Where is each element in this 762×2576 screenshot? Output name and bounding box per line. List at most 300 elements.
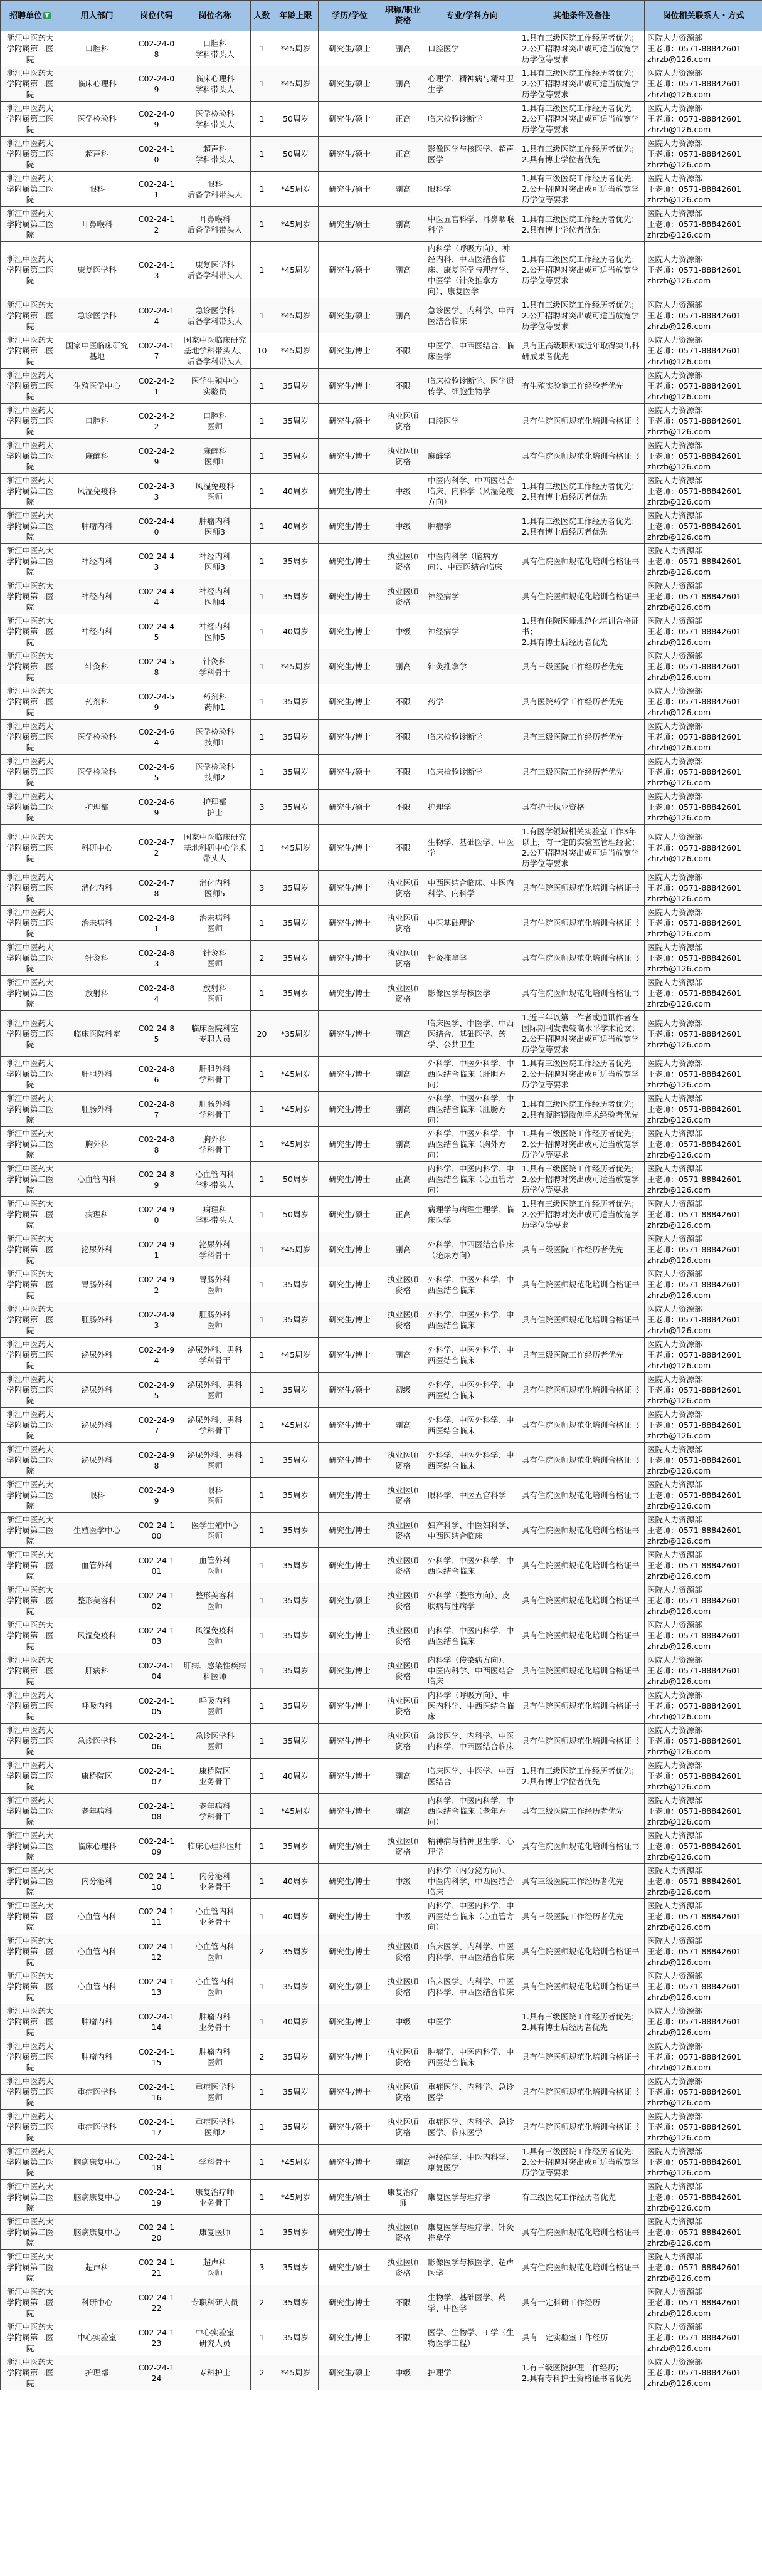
table-cell: 专职科研人员 (179, 2285, 251, 2320)
table-cell: 心血管内科 (60, 1899, 134, 1934)
table-cell: 10 (251, 333, 273, 369)
table-cell: 康复医师 (179, 2215, 251, 2250)
table-cell: 生物学、基础医学、药学、中医学 (425, 2285, 519, 2320)
table-cell: 外科学、中医外科学、中西医结合临床（肝胆方向） (425, 1057, 519, 1092)
table-cell: 医院人力资源部 王老师：0571-88842601 zhrzb@126.com (645, 941, 762, 976)
table-cell: 具有三级医院工作经历者优先 (519, 1338, 645, 1373)
table-cell: 执业医师资格 (381, 1267, 425, 1302)
table-row (1, 1829, 762, 1864)
column-header[interactable] (425, 1, 519, 31)
table-cell: 副高 (381, 172, 425, 207)
table-cell: 浙江中医药大学附属第二医院 (1, 1092, 60, 1127)
table-cell: 肿瘤内科 (60, 509, 134, 544)
table-cell: C02-24-58 (134, 649, 179, 684)
table-cell: C02-24-107 (134, 1759, 179, 1794)
table-cell: C02-24-81 (134, 906, 179, 941)
table-cell: 浙江中医药大学附属第二医院 (1, 2320, 60, 2355)
table-cell: 不限 (381, 2285, 425, 2320)
table-cell: *45周岁 (273, 1338, 319, 1373)
table-cell: 1 (251, 137, 273, 172)
table-cell: 中医学、中西医结合、临床医学 (425, 333, 519, 369)
table-cell: 1.具有三级医院工作经历者优先； 2.具有博士后经历者优先 (519, 2004, 645, 2039)
table-cell: 消化内科 医师5 (179, 871, 251, 906)
table-cell: 护理学 (425, 2355, 519, 2390)
table-cell: 国家中医临床研究基地科研中心学术带头人 (179, 825, 251, 871)
table-cell: 35周岁 (273, 579, 319, 614)
table-cell: 研究生/博士 (319, 871, 381, 906)
table-cell: C02-24-102 (134, 1583, 179, 1618)
table-cell: 35周岁 (273, 2250, 319, 2285)
table-row (1, 614, 762, 649)
table-row (1, 1899, 762, 1934)
table-cell: 50周岁 (273, 102, 319, 137)
table-cell: 研究生/博士 (319, 649, 381, 684)
table-cell: 具有住院医师规范化培训合格证书 (519, 2250, 645, 2285)
table-cell: 具有住院医师规范化培训合格证书 (519, 1969, 645, 2004)
table-cell: C02-24-100 (134, 1513, 179, 1548)
table-cell: 医院人力资源部 王老师：0571-88842601 zhrzb@126.com (645, 614, 762, 649)
table-cell: 具有住院医师规范化培训合格证书 (519, 2039, 645, 2075)
table-cell: 学科骨干 (179, 2145, 251, 2180)
table-cell: 病理学与病理生理学、临床医学 (425, 1197, 519, 1232)
table-cell: 1 (251, 1302, 273, 1338)
table-cell: 浙江中医药大学附属第二医院 (1, 1232, 60, 1267)
table-row (1, 1408, 762, 1443)
table-cell: *45周岁 (273, 1794, 319, 1829)
column-header-label: 招聘单位 (9, 11, 42, 21)
table-cell: 浙江中医药大学附属第二医院 (1, 941, 60, 976)
table-cell: 正高 (381, 1162, 425, 1197)
table-cell: *45周岁 (273, 1232, 319, 1267)
table-cell: C02-24-89 (134, 1162, 179, 1197)
table-cell: 研究生/硕士 (319, 1197, 381, 1232)
table-cell: 35周岁 (273, 544, 319, 579)
table-cell: C02-24-78 (134, 871, 179, 906)
table-cell: 研究生/博士 (319, 1653, 381, 1689)
table-cell: 麻醉学 (425, 439, 519, 474)
table-cell: 执业医师资格 (381, 2250, 425, 2285)
table-cell: C02-24-09 (134, 66, 179, 102)
table-cell: 研究生/博士 (319, 1934, 381, 1969)
table-cell: 具有一定实验室工作经历 (519, 2320, 645, 2355)
table-cell: 具有住院医师规范化培训合格证书 (519, 941, 645, 976)
table-cell: 1.有三级医院护理工作经历； 2.具有专科护士资格证书者优先 (519, 2355, 645, 2390)
table-cell: C02-24-13 (134, 242, 179, 298)
table-cell: 医院人力资源部 王老师：0571-88842601 zhrzb@126.com (645, 369, 762, 404)
table-row (1, 1759, 762, 1794)
table-cell: 临床心理科医师 (179, 1829, 251, 1864)
table-cell: 1 (251, 404, 273, 439)
table-cell: 研究生/硕士 (319, 755, 381, 790)
table-cell: 35周岁 (273, 369, 319, 404)
table-cell: 生殖医学中心 (60, 369, 134, 404)
table-cell: 临床医学、中医学、中西医结合 (425, 1759, 519, 1794)
table-cell: 1 (251, 1724, 273, 1759)
table-cell: 针灸科 学科骨干 (179, 649, 251, 684)
table-body (1, 31, 762, 2390)
table-cell: 执业医师资格 (381, 2039, 425, 2075)
table-cell: 执业医师资格 (381, 941, 425, 976)
table-cell: 重症医学、内科学、急诊医学 (425, 2075, 519, 2110)
table-cell: C02-24-120 (134, 2215, 179, 2250)
table-cell: 具有住院医师规范化培训合格证书 (519, 1618, 645, 1653)
table-cell: 研究生/硕士 (319, 404, 381, 439)
table-cell: 医院人力资源部 王老师：0571-88842601 zhrzb@126.com (645, 1724, 762, 1759)
table-cell: 1.具有三级医院工作经历者优先； 2.具有博士后经历者优先 (519, 509, 645, 544)
table-cell: 浙江中医药大学附属第二医院 (1, 1057, 60, 1092)
table-cell: 脑病康复中心 (60, 2215, 134, 2250)
table-cell: C02-24-65 (134, 755, 179, 790)
table-cell: 2 (251, 2039, 273, 2075)
table-cell: *45周岁 (273, 825, 319, 871)
table-cell: 浙江中医药大学附属第二医院 (1, 369, 60, 404)
table-cell: 具有三级医院工作经历者优先 (519, 1232, 645, 1267)
table-cell: 具有住院医师规范化培训合格证书 (519, 1583, 645, 1618)
table-cell: 心血管内科 学科带头人 (179, 1162, 251, 1197)
column-header[interactable] (179, 1, 251, 31)
table-cell: 中心实验室 (60, 2320, 134, 2355)
table-cell: 泌尿外科 (60, 1373, 134, 1408)
table-cell: 研究生/博士 (319, 976, 381, 1011)
table-cell: 医院人力资源部 王老师：0571-88842601 zhrzb@126.com (645, 66, 762, 102)
table-cell: 肛肠外科 学科骨干 (179, 1092, 251, 1127)
table-cell: 执业医师资格 (381, 1513, 425, 1548)
table-cell: 浙江中医药大学附属第二医院 (1, 1794, 60, 1829)
table-cell: 浙江中医药大学附属第二医院 (1, 1759, 60, 1794)
table-cell: 浙江中医药大学附属第二医院 (1, 1478, 60, 1513)
table-cell: 35周岁 (273, 1373, 319, 1408)
table-cell: 医院人力资源部 王老师：0571-88842601 zhrzb@126.com (645, 544, 762, 579)
table-cell: 放射科 医师 (179, 976, 251, 1011)
table-cell: 具有住院医师规范化培训合格证书 (519, 1689, 645, 1724)
column-header[interactable] (273, 1, 319, 31)
table-cell: 眼科 医师 (179, 1478, 251, 1513)
table-row (1, 1583, 762, 1618)
table-cell: 1 (251, 474, 273, 509)
table-cell: 医院人力资源部 王老师：0571-88842601 zhrzb@126.com (645, 1864, 762, 1899)
table-cell: 肛肠外科 (60, 1302, 134, 1338)
column-header[interactable] (645, 1, 762, 31)
table-cell: 研究生/硕士 (319, 1969, 381, 2004)
table-cell: 医院人力资源部 王老师：0571-88842601 zhrzb@126.com (645, 976, 762, 1011)
table-row (1, 2320, 762, 2355)
table-cell: C02-24-21 (134, 369, 179, 404)
table-cell: 执业医师资格 (381, 1443, 425, 1478)
table-cell: 研究生/博士 (319, 1513, 381, 1548)
table-cell: 医院人力资源部 王老师：0571-88842601 zhrzb@126.com (645, 1583, 762, 1618)
table-cell: 具有住院医师规范化培训合格证书 (519, 404, 645, 439)
table-cell: 病理科 学科带头人 (179, 1197, 251, 1232)
table-cell: 外科学（整形方向）、皮肤病与性病学 (425, 1583, 519, 1618)
table-cell: 研究生/硕士 (319, 298, 381, 333)
table-cell: C02-24-105 (134, 1689, 179, 1724)
table-cell: 针灸推拿学 (425, 941, 519, 976)
table-cell: 研究生/博士 (319, 1408, 381, 1443)
table-cell: 具有一定科研工作经历 (519, 2285, 645, 2320)
table-cell: C02-24-29 (134, 439, 179, 474)
table-cell: 影像医学与核医学、超声医学 (425, 137, 519, 172)
table-cell: 康复医学科 (60, 242, 134, 298)
table-cell: C02-24-33 (134, 474, 179, 509)
table-cell: 1.具有三级医院工作经历者优先； 2.公开招聘对突出或可适当放宽学历学位等要求 (519, 1127, 645, 1162)
column-header[interactable] (251, 1, 273, 31)
column-header-label: 岗位相关联系人・方式 (662, 11, 744, 21)
table-cell: 浙江中医药大学附属第二医院 (1, 2355, 60, 2390)
table-cell: C02-24-09 (134, 102, 179, 137)
table-cell: *45周岁 (273, 2180, 319, 2215)
column-header[interactable] (519, 1, 645, 31)
table-cell: 医院人力资源部 王老师：0571-88842601 zhrzb@126.com (645, 137, 762, 172)
table-row (1, 579, 762, 614)
table-cell: 35周岁 (273, 906, 319, 941)
table-cell: 浙江中医药大学附属第二医院 (1, 1162, 60, 1197)
table-cell: 眼科学、中医五官科学 (425, 1478, 519, 1513)
table-cell: C02-24-103 (134, 1618, 179, 1653)
table-cell: 医院人力资源部 王老师：0571-88842601 zhrzb@126.com (645, 649, 762, 684)
table-cell: 研究生/博士 (319, 1127, 381, 1162)
table-cell: 医院人力资源部 王老师：0571-88842601 zhrzb@126.com (645, 1267, 762, 1302)
table-cell: 研究生/博士 (319, 1478, 381, 1513)
table-cell: 浙江中医药大学附属第二医院 (1, 1829, 60, 1864)
table-cell: 1 (251, 1653, 273, 1689)
table-cell: 执业医师资格 (381, 1302, 425, 1338)
table-cell: 医院人力资源部 王老师：0571-88842601 zhrzb@126.com (645, 790, 762, 825)
table-cell: 1 (251, 1197, 273, 1232)
table-cell: 口腔医学 (425, 31, 519, 66)
table-cell: 肿瘤内科 (60, 2004, 134, 2039)
table-cell: 眼科 后备学科带头人 (179, 172, 251, 207)
table-cell: 临床心理科 学科带头人 (179, 66, 251, 102)
table-cell: 口腔科 (60, 404, 134, 439)
table-cell: 呼吸内科 医师 (179, 1689, 251, 1724)
table-cell: 医院人力资源部 王老师：0571-88842601 zhrzb@126.com (645, 2285, 762, 2320)
table-row (1, 298, 762, 333)
table-cell: 浙江中医药大学附属第二医院 (1, 2145, 60, 2180)
table-cell: 外科学、中医外科学、中西医结合临床 (425, 1443, 519, 1478)
table-cell: 神经内科 (60, 614, 134, 649)
table-cell: 浙江中医药大学附属第二医院 (1, 976, 60, 1011)
table-cell: 研究生/博士 (319, 1759, 381, 1794)
table-cell: 研究生/博士 (319, 439, 381, 474)
table-cell: 研究生/硕士 (319, 2110, 381, 2145)
table-cell: 研究生/博士 (319, 941, 381, 976)
table-cell: 研究生/博士 (319, 2075, 381, 2110)
table-cell: 康桥院区 业务骨干 (179, 1759, 251, 1794)
table-cell: 临床医院科室 专职人员 (179, 1011, 251, 1057)
table-cell: 医院人力资源部 王老师：0571-88842601 zhrzb@126.com (645, 1513, 762, 1548)
table-row (1, 137, 762, 172)
table-cell: 初级 (381, 1373, 425, 1408)
table-cell: 心血管内科 (60, 1969, 134, 2004)
table-cell: 研究生/博士 (319, 1267, 381, 1302)
table-cell: C02-24-90 (134, 1197, 179, 1232)
table-cell: 执业医师资格 (381, 976, 425, 1011)
table-row (1, 976, 762, 1011)
table-cell: 具有住院医师规范化培训合格证书 (519, 1302, 645, 1338)
table-row (1, 31, 762, 66)
table-cell: 研究生/硕士 (319, 2180, 381, 2215)
table-cell: 浙江中医药大学附属第二医院 (1, 172, 60, 207)
table-cell: 1 (251, 1969, 273, 2004)
table-cell: 医院人力资源部 王老师：0571-88842601 zhrzb@126.com (645, 2004, 762, 2039)
table-cell: 药剂科 药师1 (179, 684, 251, 720)
table-cell: 医院人力资源部 王老师：0571-88842601 zhrzb@126.com (645, 825, 762, 871)
table-row (1, 720, 762, 755)
table-cell: 研究生/博士 (319, 474, 381, 509)
table-row (1, 1724, 762, 1759)
table-cell: 医院人力资源部 王老师：0571-88842601 zhrzb@126.com (645, 2320, 762, 2355)
table-cell: 妇产科学、中医妇科学、中西医结合临床 (425, 1513, 519, 1548)
table-cell: 35周岁 (273, 2110, 319, 2145)
table-cell: 研究生/硕士 (319, 102, 381, 137)
table-cell: 1 (251, 976, 273, 1011)
table-cell: 医院人力资源部 王老师：0571-88842601 zhrzb@126.com (645, 1197, 762, 1232)
table-row (1, 1443, 762, 1478)
table-cell: 耳鼻喉科 (60, 207, 134, 242)
table-cell: 风湿免疫科 (60, 1618, 134, 1653)
table-cell: 生殖医学中心 (60, 1513, 134, 1548)
table-cell: 脑病康复中心 (60, 2145, 134, 2180)
table-cell: 35周岁 (273, 720, 319, 755)
table-cell: 临床医学、内科学、中医内科学、中西医结合临床 (425, 1969, 519, 2004)
table-cell: 浙江中医药大学附属第二医院 (1, 1513, 60, 1548)
table-cell: 1 (251, 1092, 273, 1127)
table-cell: 急诊医学、内科学、中西医结合临床 (425, 298, 519, 333)
table-cell: 35周岁 (273, 1478, 319, 1513)
table-row (1, 1618, 762, 1653)
table-cell: 医院人力资源部 王老师：0571-88842601 zhrzb@126.com (645, 2180, 762, 2215)
filter-dropdown-icon[interactable]: ▼ (43, 12, 51, 19)
table-cell: 临床检验诊断学 (425, 102, 519, 137)
table-cell: 外科学、中医外科学、中西医结合临床 (425, 1373, 519, 1408)
table-cell: 副高 (381, 31, 425, 66)
table-row (1, 2145, 762, 2180)
table-cell: 具有三级医院工作经历者优先 (519, 1864, 645, 1899)
table-cell: 执业医师资格 (381, 404, 425, 439)
table-cell: 神经内科 医师5 (179, 614, 251, 649)
table-cell: 具有住院医师规范化培训合格证书 (519, 1443, 645, 1478)
table-cell: 40周岁 (273, 614, 319, 649)
table-cell: 医院人力资源部 王老师：0571-88842601 zhrzb@126.com (645, 1653, 762, 1689)
table-cell: 肿瘤学 (425, 509, 519, 544)
table-cell: 35周岁 (273, 1969, 319, 2004)
column-header[interactable] (1, 1, 60, 31)
table-cell: 35周岁 (273, 2285, 319, 2320)
table-cell: C02-24-121 (134, 2250, 179, 2285)
table-cell: 外科学、中医外科学、中西医结合临床 (425, 1267, 519, 1302)
table-cell: 浙江中医药大学附属第二医院 (1, 1373, 60, 1408)
table-cell: 国家中医临床研究基地学科带头人、后备学科带头人 (179, 333, 251, 369)
table-cell: 研究生/博士 (319, 544, 381, 579)
column-header[interactable] (381, 1, 425, 31)
column-header-label: 人数 (253, 11, 270, 21)
table-cell: 1 (251, 509, 273, 544)
table-cell: 副高 (381, 1408, 425, 1443)
table-cell: *45周岁 (273, 333, 319, 369)
table-cell: 超声科 (60, 2250, 134, 2285)
table-cell: 40周岁 (273, 1759, 319, 1794)
table-cell: 具有住院医师规范化培训合格证书 (519, 976, 645, 1011)
column-header[interactable] (134, 1, 179, 31)
table-cell: 副高 (381, 1092, 425, 1127)
table-cell: 国家中医临床研究基地 (60, 333, 134, 369)
table-cell: 具有住院医师规范化培训合格证书 (519, 1934, 645, 1969)
table-cell: 研究生/博士 (319, 906, 381, 941)
table-row (1, 1162, 762, 1197)
table-cell: 研究生/硕士 (319, 137, 381, 172)
table-cell: 1.具有三级医院工作经历者优先； 2.公开招聘对突出或可适当放宽学历学位等要求 (519, 298, 645, 333)
table-cell: 泌尿外科、男科 学科骨干 (179, 1408, 251, 1443)
table-cell: 浙江中医药大学附属第二医院 (1, 1197, 60, 1232)
table-cell: 1 (251, 1794, 273, 1829)
table-cell: 风湿免疫科 医师 (179, 1618, 251, 1653)
table-cell: 中级 (381, 474, 425, 509)
table-cell: 胃肠外科 (60, 1267, 134, 1302)
table-cell: 1 (251, 684, 273, 720)
table-cell: 1 (251, 207, 273, 242)
table-cell: 康复医学与理疗学、针灸推拿学 (425, 2215, 519, 2250)
table-cell: 执业医师资格 (381, 1829, 425, 1864)
table-cell: 医院人力资源部 王老师：0571-88842601 zhrzb@126.com (645, 2075, 762, 2110)
table-cell: C02-24-119 (134, 2180, 179, 2215)
table-cell: 研究生/博士 (319, 2039, 381, 2075)
column-header[interactable] (319, 1, 381, 31)
table-cell: 重症医学科 (60, 2075, 134, 2110)
table-row (1, 2180, 762, 2215)
table-cell: 具有三级医院工作经历者优先 (519, 1794, 645, 1829)
table-cell: 浙江中医药大学附属第二医院 (1, 2215, 60, 2250)
table-cell: 研究生/博士 (319, 2285, 381, 2320)
table-cell: 医院人力资源部 王老师：0571-88842601 zhrzb@126.com (645, 2355, 762, 2390)
table-cell: 医院人力资源部 王老师：0571-88842601 zhrzb@126.com (645, 1689, 762, 1724)
table-cell: C02-24-72 (134, 825, 179, 871)
table-cell: 1 (251, 2180, 273, 2215)
table-cell: 医院人力资源部 王老师：0571-88842601 zhrzb@126.com (645, 102, 762, 137)
table-cell: 研究生/硕士 (319, 207, 381, 242)
table-cell: 肿瘤内科 医师3 (179, 509, 251, 544)
table-cell: 肝病科 (60, 1653, 134, 1689)
table-cell: 1 (251, 2215, 273, 2250)
table-cell: 呼吸内科 (60, 1689, 134, 1724)
table-cell: 3 (251, 2250, 273, 2285)
table-cell: C02-24-124 (134, 2355, 179, 2390)
table-cell: 血管外科 (60, 1548, 134, 1583)
table-cell: 2 (251, 1934, 273, 1969)
column-header-label: 岗位名称 (198, 11, 231, 21)
table-cell: C02-24-94 (134, 1338, 179, 1373)
table-cell: 研究生/博士 (319, 1057, 381, 1092)
table-cell: 浙江中医药大学附属第二医院 (1, 871, 60, 906)
table-cell: 肛肠外科 医师 (179, 1302, 251, 1338)
table-cell: 临床心理科 (60, 1829, 134, 1864)
table-cell: 1 (251, 614, 273, 649)
table-cell: 研究生/博士 (319, 1162, 381, 1197)
table-cell: 2 (251, 2355, 273, 2390)
table-cell: 50周岁 (273, 137, 319, 172)
table-cell: 康复治疗师 (381, 2180, 425, 2215)
table-cell: 具有住院医师规范化培训合格证书 (519, 579, 645, 614)
table-cell: 1 (251, 2145, 273, 2180)
table-cell: 医学检验科 (60, 102, 134, 137)
table-cell: 急诊医学科 医师 (179, 1724, 251, 1759)
table-cell: 医院人力资源部 王老师：0571-88842601 zhrzb@126.com (645, 1829, 762, 1864)
table-cell: 执业医师资格 (381, 1583, 425, 1618)
table-cell: 护理部 护士 (179, 790, 251, 825)
table-cell: 不限 (381, 2320, 425, 2355)
table-cell: 肝胆外科 学科骨干 (179, 1057, 251, 1092)
table-cell: *45周岁 (273, 207, 319, 242)
column-header[interactable] (60, 1, 134, 31)
